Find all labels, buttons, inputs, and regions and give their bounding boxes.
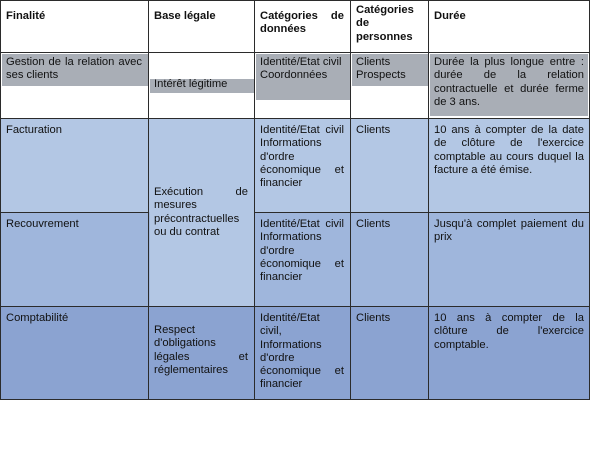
border-header-bottom (0, 52, 590, 53)
border-right (589, 0, 590, 400)
border-col-3 (350, 0, 351, 400)
header-base-legale: Base légale (148, 0, 254, 52)
header-finalite: Finalité (0, 0, 148, 52)
cell-personnes-recouvrement: Clients (356, 218, 391, 230)
cell-duree-facturation: 10 ans à compter de la date de clôture de l'exercice comptable au cours duquel la facture a été émise. (434, 124, 584, 176)
cell-donnees-comptabilite: Identité/Etat civil, Informations d'ordre économique et financier (260, 312, 344, 391)
cell-duree-recouvrement: Jusqu'à complet paiement du prix (434, 218, 584, 244)
border-col-4 (428, 0, 429, 400)
cell-duree-comptabilite: 10 ans à compter de la clôture de l'exercice comptable. (434, 312, 584, 351)
cell-duree-gestion: Durée la plus longue entre : durée de la relation contractuelle et durée ferme de 3 ans. (434, 56, 584, 108)
cell-finalite-comptabilite: Comptabilité (6, 312, 69, 324)
border-left (0, 0, 1, 400)
cell-base-execution-contrat: Exécution de mesures précontractuelles ou du contrat (154, 186, 248, 238)
cell-base-obligations-legales: Respect d'obligations légales et réglementaires (154, 324, 248, 376)
border-col-2 (254, 0, 255, 400)
cell-finalite-facturation: Facturation (6, 124, 62, 136)
cell-finalite-recouvrement: Recouvrement (6, 218, 79, 230)
cell-base-interet-legitime: Intérêt légitime (154, 78, 228, 90)
border-bottom (0, 399, 590, 400)
border-row-2-right (254, 212, 590, 213)
border-col-1 (148, 0, 149, 400)
cell-personnes-gestion: Clients Prospects (356, 56, 406, 82)
cell-donnees-recouvrement: Identité/Etat civil Informations d'ordre économique et financier (260, 218, 344, 284)
header-duree: Durée (428, 0, 590, 52)
cell-personnes-facturation: Clients (356, 124, 391, 136)
cell-donnees-facturation: Identité/Etat civil Informations d'ordre économique et financier (260, 124, 344, 190)
header-categories-personnes: Catégories de personnes (350, 0, 428, 52)
cell-personnes-comptabilite: Clients (356, 312, 391, 324)
cell-donnees-gestion: Identité/Etat civil Coordonnées (260, 56, 342, 82)
cell-finalite-gestion: Gestion de la relation avec ses clients (6, 56, 142, 82)
border-row-3 (0, 306, 590, 307)
border-top (0, 0, 590, 1)
header-categories-donnees: Catégories de données (254, 0, 350, 52)
border-row-2-left (0, 212, 148, 213)
border-row-1 (0, 118, 590, 119)
